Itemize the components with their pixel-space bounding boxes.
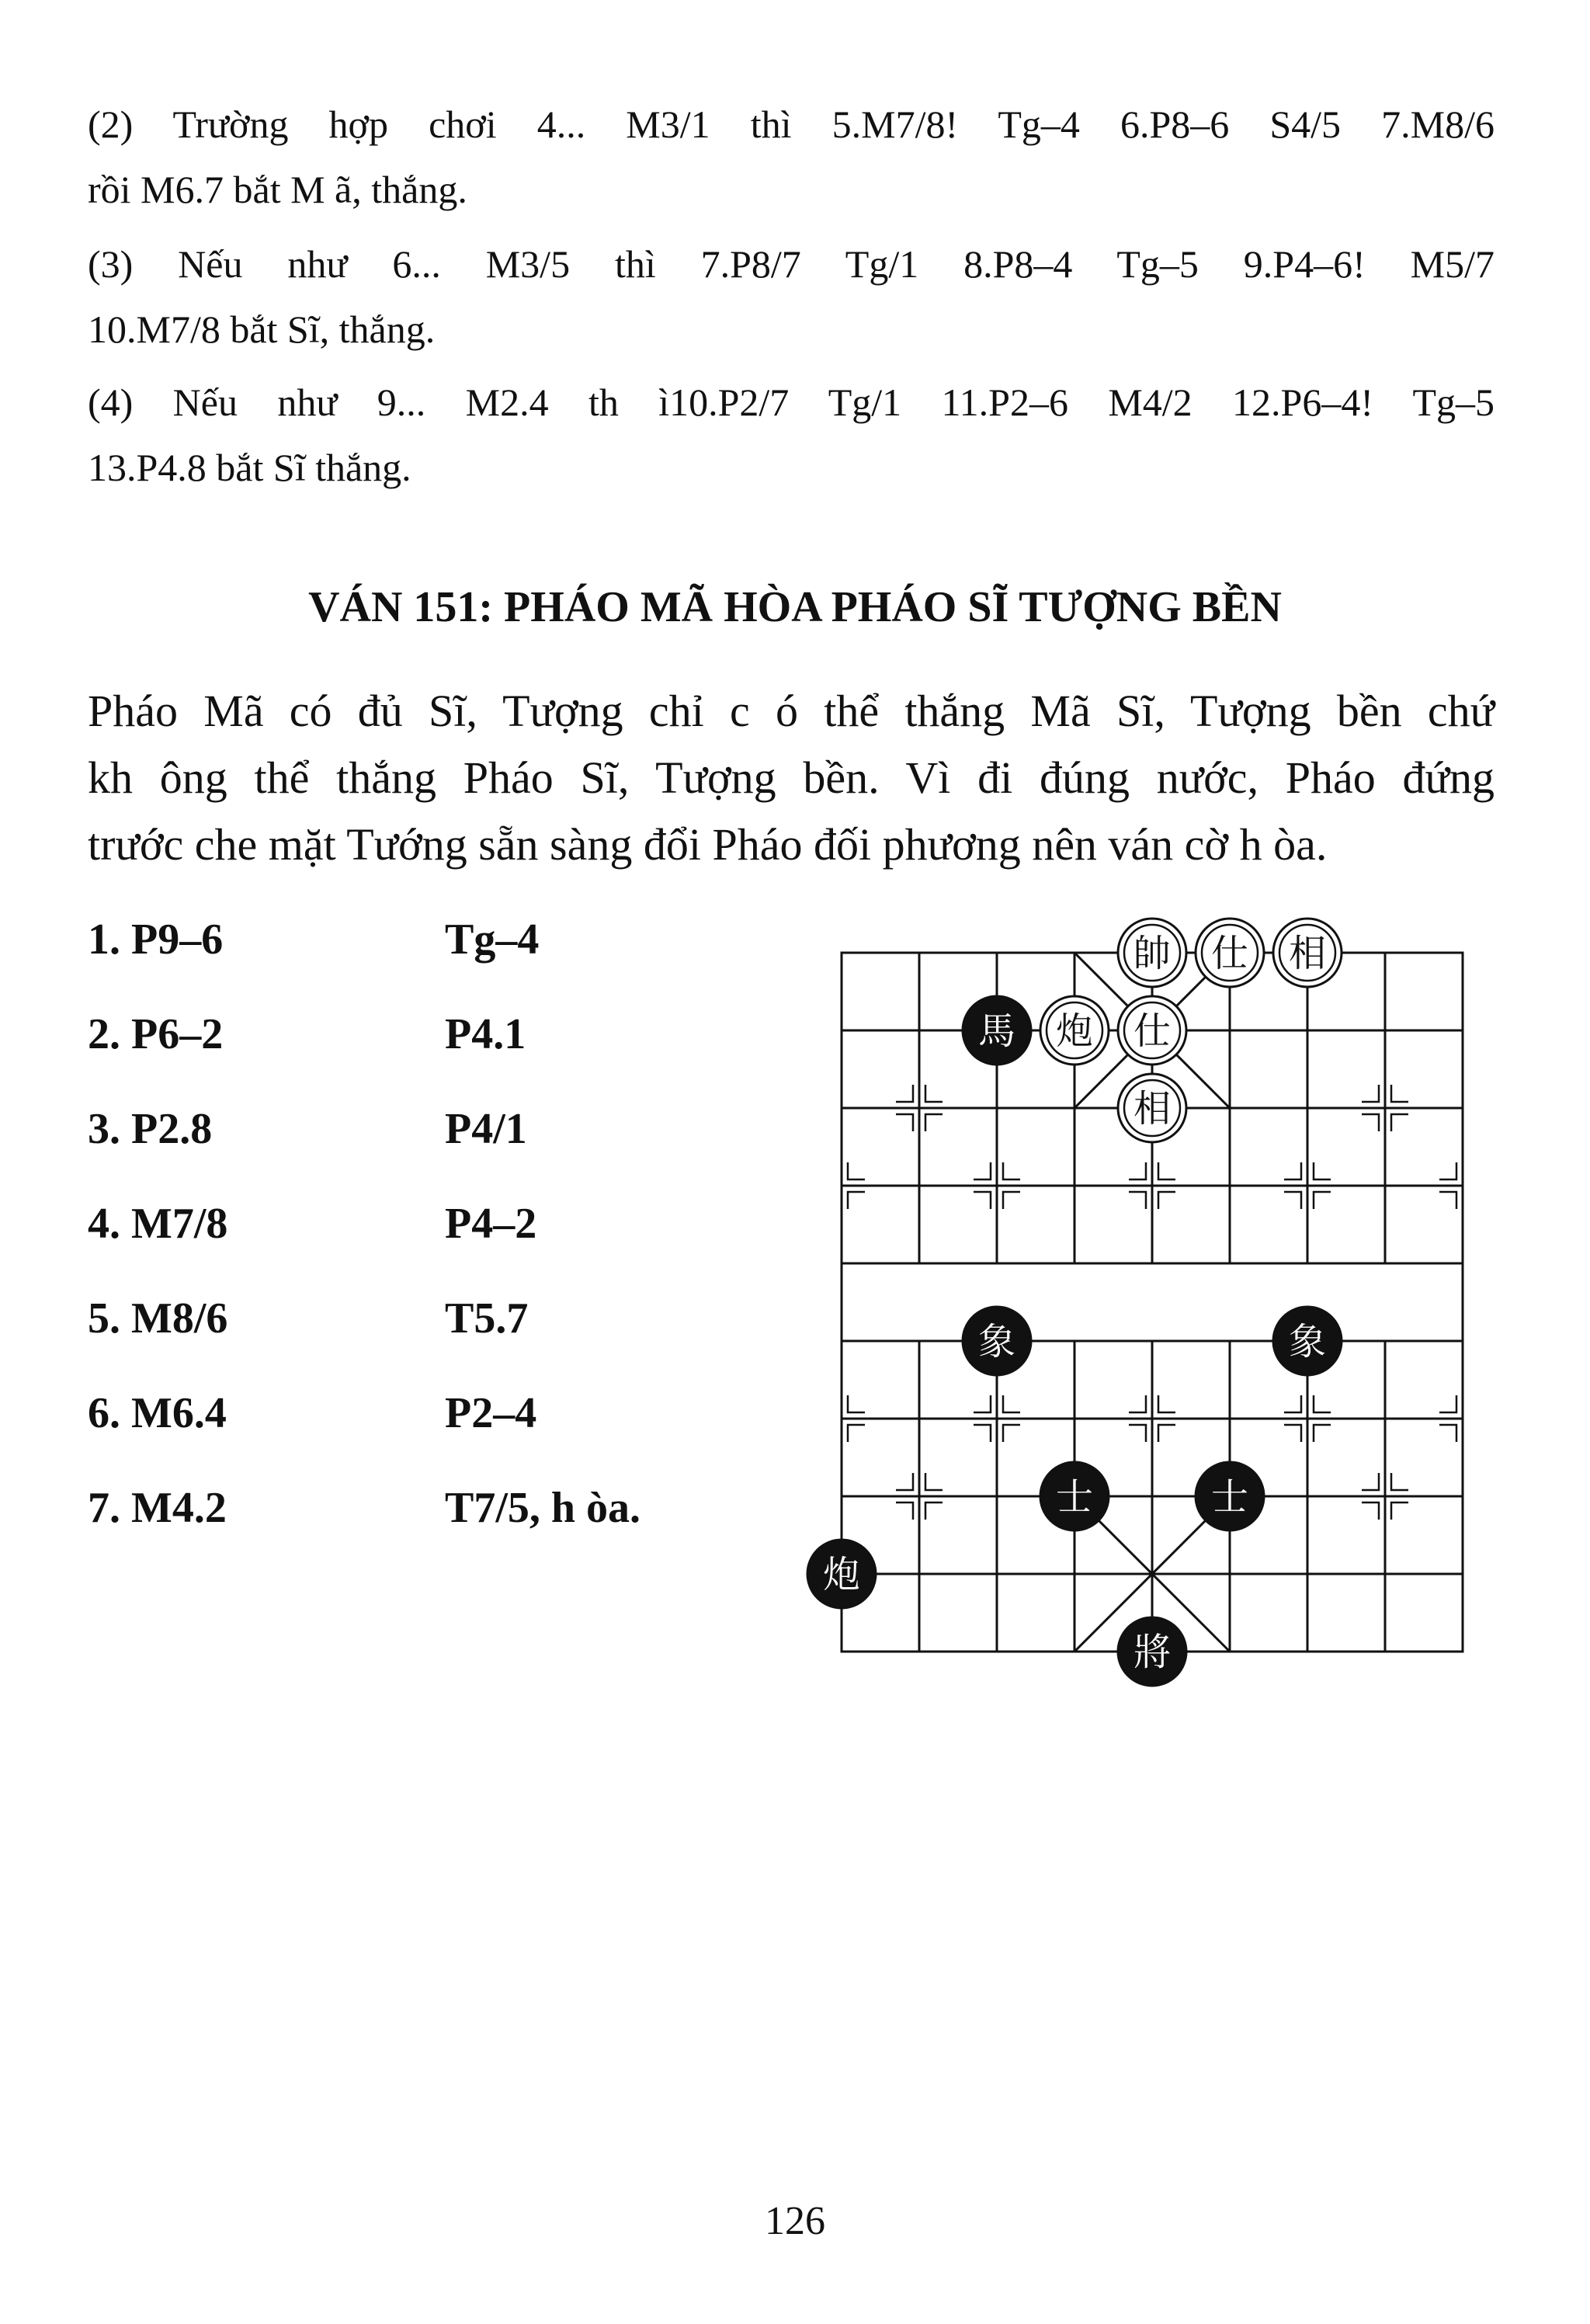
point-mark	[974, 1425, 991, 1442]
intro-line-2: kh ông thể thắng Pháo Sĩ, Tượng bền. Vì đi đúng nước, Pháo đứng	[88, 752, 1495, 803]
point-mark	[1129, 1425, 1146, 1442]
note-4-line-1: (4) Nếu như 9... M2.4 th ì10.P2/7 Tg/1 11.P2–6 M4/2 12.P6–4! Tg–5	[88, 380, 1495, 424]
piece-glyph: 士	[1055, 1475, 1094, 1519]
point-mark	[1314, 1162, 1331, 1179]
point-mark	[1314, 1425, 1331, 1442]
piece-glyph: 相	[1288, 932, 1327, 975]
point-mark	[1284, 1162, 1301, 1179]
piece-glyph: 士	[1210, 1475, 1249, 1519]
point-mark	[848, 1425, 865, 1442]
point-mark	[1003, 1162, 1020, 1179]
point-mark	[1129, 1192, 1146, 1209]
point-mark	[1129, 1162, 1146, 1179]
point-mark	[974, 1192, 991, 1209]
move-1-white: 1. P9–6	[88, 915, 224, 964]
move-4-black: P4–2	[445, 1200, 537, 1248]
piece-glyph: 炮	[822, 1553, 861, 1596]
piece-red-cannon	[1040, 996, 1109, 1065]
point-mark	[1129, 1395, 1146, 1412]
piece-black-horse	[963, 996, 1031, 1065]
point-mark	[1362, 1085, 1379, 1102]
move-7-black: T7/5, h òa.	[445, 1484, 641, 1532]
xiangqi-board	[776, 901, 1506, 1716]
point-mark	[1158, 1425, 1175, 1442]
piece-black-cannon	[807, 1540, 876, 1608]
intro-line-3: trước che mặt Tướng sẵn sàng đổi Pháo đối phương nên ván cờ h òa.	[88, 819, 1328, 870]
point-mark	[848, 1395, 865, 1412]
game-heading: VÁN 151: PHÁO MÃ HÒA PHÁO SĨ TƯỢNG BỀN	[308, 583, 1282, 631]
page-number: 126	[765, 2199, 825, 2243]
point-mark	[848, 1192, 865, 1209]
point-mark	[1362, 1114, 1379, 1131]
point-mark	[1362, 1502, 1379, 1520]
piece-red-advisor-top	[1196, 919, 1264, 987]
point-mark	[1439, 1395, 1456, 1412]
point-mark	[1391, 1114, 1408, 1131]
move-3-white: 3. P2.8	[88, 1105, 213, 1153]
point-mark	[925, 1502, 943, 1520]
move-5-black: T5.7	[445, 1294, 529, 1343]
point-mark	[925, 1085, 943, 1102]
note-4-line-2: 13.P4.8 bắt Sĩ thắng.	[88, 446, 411, 489]
move-4-white: 4. M7/8	[88, 1200, 228, 1248]
move-2-black: P4.1	[445, 1010, 526, 1058]
point-mark	[1003, 1395, 1020, 1412]
point-mark	[896, 1114, 913, 1131]
point-mark	[974, 1162, 991, 1179]
intro-line-1: Pháo Mã có đủ Sĩ, Tượng chỉ c ó thể thắng Mã Sĩ, Tượng bền chứ	[88, 686, 1495, 736]
point-mark	[1158, 1162, 1175, 1179]
move-2-white: 2. P6–2	[88, 1010, 224, 1058]
point-mark	[1158, 1395, 1175, 1412]
piece-black-general	[1118, 1617, 1186, 1686]
piece-red-elephant-top	[1273, 919, 1342, 987]
move-3-black: P4/1	[445, 1105, 527, 1153]
point-mark	[1439, 1192, 1456, 1209]
point-mark	[1284, 1395, 1301, 1412]
piece-black-elephant-right	[1273, 1307, 1342, 1375]
point-mark	[896, 1502, 913, 1520]
piece-glyph: 炮	[1055, 1009, 1094, 1053]
note-2-line-2: rồi M6.7 bắt M ã, thắng.	[88, 168, 467, 211]
point-mark	[848, 1162, 865, 1179]
piece-glyph: 相	[1133, 1087, 1172, 1131]
piece-red-advisor-center	[1118, 996, 1186, 1065]
point-mark	[1003, 1425, 1020, 1442]
point-mark	[1439, 1162, 1456, 1179]
point-mark	[1158, 1192, 1175, 1209]
note-3-line-1: (3) Nếu như 6... M3/5 thì 7.P8/7 Tg/1 8.P8–4 Tg–5 9.P4–6! M5/7	[88, 242, 1495, 286]
move-7-white: 7. M4.2	[88, 1484, 227, 1532]
piece-glyph: 象	[1288, 1320, 1327, 1363]
point-mark	[1284, 1192, 1301, 1209]
point-mark	[896, 1473, 913, 1490]
piece-glyph: 將	[1133, 1631, 1172, 1674]
piece-black-advisor-left	[1040, 1462, 1109, 1530]
move-6-white: 6. M6.4	[88, 1389, 227, 1437]
move-5-white: 5. M8/6	[88, 1294, 228, 1343]
piece-glyph: 仕	[1210, 932, 1249, 975]
point-mark	[1391, 1502, 1408, 1520]
piece-glyph: 仕	[1133, 1009, 1172, 1053]
piece-glyph: 帥	[1133, 932, 1172, 975]
point-mark	[925, 1114, 943, 1131]
piece-black-elephant-left	[963, 1307, 1031, 1375]
piece-glyph: 馬	[977, 1009, 1016, 1053]
piece-black-advisor-right	[1196, 1462, 1264, 1530]
point-mark	[1391, 1473, 1408, 1490]
note-2-line-1: (2) Trường hợp chơi 4... M3/1 thì 5.M7/8! Tg–4 6.P8–6 S4/5 7.M8/6	[88, 102, 1495, 146]
move-6-black: P2–4	[445, 1389, 537, 1437]
point-mark	[925, 1473, 943, 1490]
point-mark	[974, 1395, 991, 1412]
piece-red-general	[1118, 919, 1186, 987]
move-1-black: Tg–4	[445, 915, 540, 964]
point-mark	[1003, 1192, 1020, 1209]
point-mark	[1439, 1425, 1456, 1442]
point-mark	[1362, 1473, 1379, 1490]
point-mark	[1391, 1085, 1408, 1102]
point-mark	[1314, 1395, 1331, 1412]
point-mark	[1284, 1425, 1301, 1442]
piece-red-elephant-center	[1118, 1074, 1186, 1142]
note-3-line-2: 10.M7/8 bắt Sĩ, thắng.	[88, 307, 436, 351]
point-mark	[896, 1085, 913, 1102]
point-mark	[1314, 1192, 1331, 1209]
piece-glyph: 象	[977, 1320, 1016, 1363]
